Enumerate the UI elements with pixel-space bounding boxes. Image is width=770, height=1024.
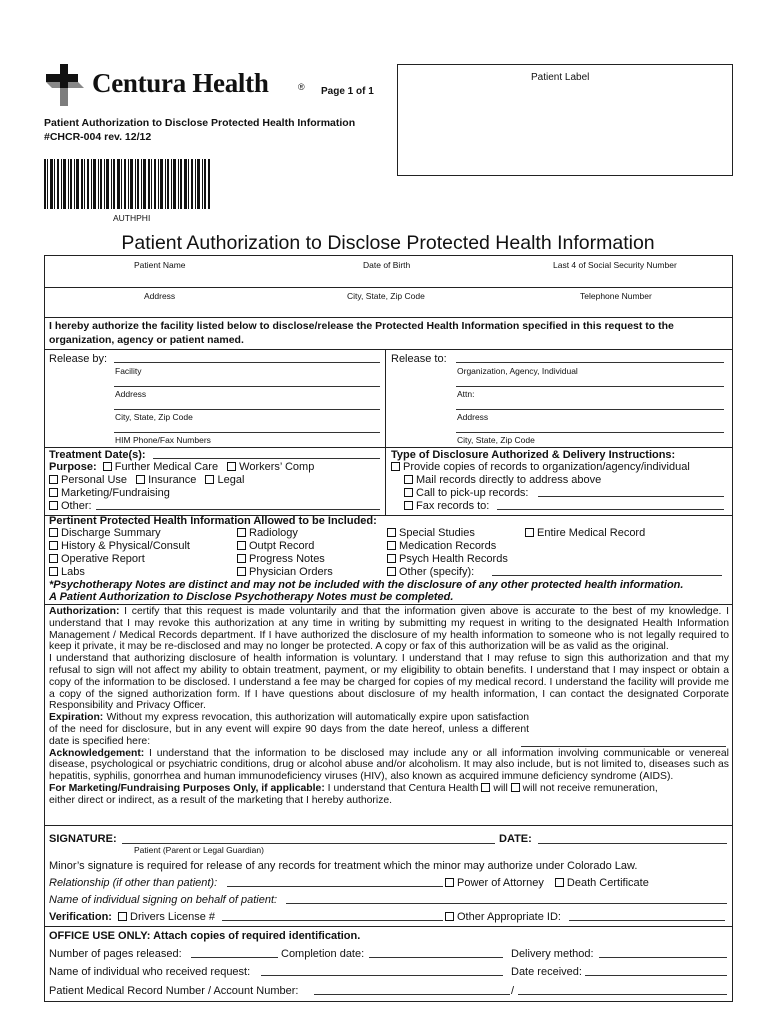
rb-phone-label: HIM Phone/Fax Numbers — [115, 435, 211, 445]
fax-label: Fax records to: — [416, 500, 490, 512]
phi-item-label: Other (specify): — [399, 566, 475, 578]
phi-checkbox[interactable] — [49, 541, 58, 550]
other-purpose-label: Other: — [61, 500, 92, 512]
provide-copies-label: Provide copies of records to organization/agency/individual — [403, 461, 690, 473]
mail-checkbox[interactable] — [404, 475, 413, 484]
signature-sublabel: Patient (Parent or Legal Guardian) — [134, 845, 264, 855]
relationship-line[interactable] — [227, 886, 443, 887]
mrn-slash: / — [511, 985, 515, 997]
phi-item — [49, 553, 190, 566]
patient-label-box — [397, 64, 733, 176]
marketing-label: Marketing/Fundraising — [61, 487, 170, 499]
phi-item-label: Labs — [61, 566, 85, 578]
completion-date-line[interactable] — [369, 957, 503, 958]
divider — [44, 447, 733, 448]
drivers-license-label: Drivers License # — [130, 911, 216, 923]
facility-line[interactable] — [114, 362, 380, 363]
ssn-label: Last 4 of Social Security Number — [553, 260, 677, 270]
city-label: City, State, Zip Code — [347, 291, 425, 301]
phi-item — [387, 553, 508, 566]
legal-label: Legal — [217, 474, 245, 486]
phi-checkbox[interactable] — [49, 554, 58, 563]
phi-checkbox[interactable] — [387, 528, 396, 537]
expiration-paragraph — [49, 712, 729, 747]
phi-item — [49, 527, 190, 540]
treatment-dates-line[interactable] — [153, 458, 380, 459]
drivers-license-line[interactable] — [222, 920, 443, 921]
rb-address-label: Address — [115, 389, 147, 399]
relationship-row — [49, 877, 217, 889]
logo-cross-icon — [44, 64, 88, 108]
date-label: DATE: — [499, 833, 532, 845]
address-field[interactable] — [45, 301, 315, 317]
psych-note-1: *Psychotherapy Notes are distinct and may not be included with the disclosure of any other protected health information. — [49, 579, 684, 591]
ssn-field[interactable] — [507, 270, 732, 287]
mail-row — [404, 474, 601, 486]
phi-other-line[interactable] — [492, 575, 722, 576]
signature-label: SIGNATURE: — [49, 833, 117, 845]
will-label: will — [493, 782, 508, 794]
rt-address-line[interactable] — [456, 432, 724, 433]
divider — [44, 349, 733, 350]
phi-col4 — [525, 527, 645, 540]
provide-copies-checkbox[interactable] — [391, 462, 400, 471]
phi-checkbox[interactable] — [387, 541, 396, 550]
mail-label: Mail records directly to address above — [416, 474, 602, 486]
mrn-line[interactable] — [314, 994, 510, 995]
phi-item-label: Special Studies — [399, 527, 475, 539]
other-id-label: Other Appropriate ID: — [457, 911, 561, 923]
phi-item — [237, 540, 333, 553]
divider — [44, 287, 733, 288]
other-id-row — [445, 911, 561, 923]
expiration-text: Without my express revocation, this authorization will automatically expire upon satisfaction of the need for disclosure, but in any event will expire 90 days from the date hereof, unless a different date is specified here: — [49, 712, 529, 747]
rb-address-line[interactable] — [114, 386, 380, 387]
form-code: #CHCR-004 rev. 12/12 — [44, 131, 152, 143]
personal-use-checkbox[interactable] — [49, 475, 58, 484]
fax-row — [404, 500, 489, 512]
other-id-checkbox[interactable] — [445, 912, 454, 921]
phi-item — [237, 527, 333, 540]
marketing-text: I understand that Centura Health — [324, 782, 482, 794]
date-received-line[interactable] — [585, 975, 727, 976]
provide-copies-row — [391, 461, 690, 473]
death-cert-checkbox[interactable] — [555, 878, 564, 887]
phi-checkbox[interactable] — [387, 554, 396, 563]
rt-attn-line[interactable] — [456, 409, 724, 410]
further-medical-checkbox[interactable] — [103, 462, 112, 471]
further-medical-label: Further Medical Care — [114, 461, 219, 473]
name-signing-line[interactable] — [286, 903, 727, 904]
divider — [44, 604, 733, 605]
pages-released-line[interactable] — [191, 957, 278, 958]
date-received-label: Date received: — [511, 966, 582, 978]
delivery-method-label: Delivery method: — [511, 948, 594, 960]
org-label: Organization, Agency, Individual — [457, 366, 578, 376]
legal-text-block — [49, 606, 729, 807]
other-id-line[interactable] — [569, 920, 725, 921]
workers-comp-checkbox[interactable] — [227, 462, 236, 471]
account-line[interactable] — [518, 994, 727, 995]
psych-note-2: A Patient Authorization to Disclose Psychotherapy Notes must be completed. — [49, 591, 454, 603]
city-field[interactable] — [316, 301, 506, 317]
patient-name-label: Patient Name — [134, 260, 186, 270]
address-label: Address — [144, 291, 176, 301]
expiration-date-line[interactable] — [521, 746, 726, 747]
disclosure-title: Type of Disclosure Authorized & Delivery Instructions: — [391, 449, 676, 461]
authorization-text: I certify that this request is made voluntarily and that the information given above is accurate to the best of my knowledge. I understand that I may revoke this authorization at any time in writing by submitting my request in writing to the designated Health Information Management / Medical Records department. If I have authorized the disclosure of my health information to someone who is not legally required to keep it private, it may be re-disclosed and may no longer be protected. A copy or fax of this authorization will be as valid as the original. — [49, 606, 729, 653]
received-name-label: Name of individual who received request: — [49, 966, 251, 978]
phi-item-label: Physician Orders — [249, 566, 333, 578]
phi-checkbox[interactable] — [237, 567, 246, 576]
patient-label-text: Patient Label — [531, 72, 590, 83]
minor-text: Minor’s signature is required for release of any records for treatment which the minor may authorize under Colorado Law. — [49, 860, 638, 872]
office-title: OFFICE USE ONLY: Attach copies of required identification. — [49, 930, 361, 942]
purpose-label: Purpose: — [49, 461, 97, 473]
phi-col3 — [387, 527, 508, 579]
acknowledgement-text: I understand that the information to be disclosed may include any or all information involving communicable or venereal disease, psychological or psychiatric conditions, drug or alcohol abuse and/or alcoholism. It may also include, but is not limited to, diseases such as hepatitis, syphilis, gonorrhea and human immunodeficiency viruses (HIV), also known as acquired immune deficiency syndrome (AIDS). — [49, 747, 729, 783]
phone-field[interactable] — [507, 301, 732, 317]
insurance-label: Insurance — [148, 474, 197, 486]
will-not-checkbox[interactable] — [511, 783, 520, 792]
dob-label: Date of Birth — [363, 260, 411, 270]
phi-checkbox[interactable] — [525, 528, 534, 537]
barcode — [44, 159, 210, 209]
phi-item-label: Psych Health Records — [399, 553, 508, 565]
date-line[interactable] — [538, 843, 727, 844]
delivery-method-line[interactable] — [599, 957, 727, 958]
release-by-label: Release by: — [49, 353, 108, 365]
authorization-label: Authorization: — [49, 606, 120, 617]
phi-checkbox[interactable] — [387, 567, 396, 576]
facility-label: Facility — [115, 366, 142, 376]
phone-label: Telephone Number — [580, 291, 652, 301]
personal-use-label: Personal Use — [61, 474, 128, 486]
logo-registered: ® — [298, 82, 305, 92]
phi-item-label: Progress Notes — [249, 553, 325, 565]
page-label: Page 1 of 1 — [321, 86, 374, 97]
logo — [44, 64, 314, 108]
purpose-row-4 — [49, 500, 92, 512]
purpose-row — [49, 461, 314, 473]
rb-city-label: City, State, Zip Code — [115, 412, 193, 422]
phi-item-label: Entire Medical Record — [537, 527, 646, 539]
poa-checkbox[interactable] — [445, 878, 454, 887]
rt-city-label: City, State, Zip Code — [457, 435, 535, 445]
received-name-line[interactable] — [261, 975, 503, 976]
authorization-paragraph — [49, 606, 729, 653]
phi-item — [525, 527, 645, 540]
mrn-label: Patient Medical Record Number / Account Number: — [49, 985, 299, 997]
barcode-text: AUTHPHI — [113, 213, 151, 223]
phi-checkbox[interactable] — [49, 567, 58, 576]
phi-item — [49, 540, 190, 553]
divider — [44, 825, 733, 826]
other-purpose-line[interactable] — [96, 509, 380, 510]
completion-date-label: Completion date: — [281, 948, 365, 960]
phi-checkbox[interactable] — [237, 528, 246, 537]
rb-phone-line[interactable] — [114, 432, 380, 433]
patient-name-field[interactable] — [45, 270, 315, 287]
phi-checkbox[interactable] — [49, 528, 58, 537]
other-purpose-checkbox[interactable] — [49, 501, 58, 510]
death-cert-label: Death Certificate — [566, 877, 649, 889]
treatment-dates-label: Treatment Date(s): — [49, 449, 146, 461]
will-not-label: will not — [522, 782, 555, 794]
fax-line[interactable] — [497, 509, 724, 510]
phi-item — [49, 566, 190, 579]
logo-text: Centura Health — [92, 68, 269, 98]
phi-item — [237, 566, 333, 579]
release-to-label: Release to: — [391, 353, 447, 365]
phi-col1 — [49, 527, 190, 579]
rb-city-line[interactable] — [114, 409, 380, 410]
phi-item — [387, 566, 508, 579]
workers-comp-label: Workers’ Comp — [239, 461, 315, 473]
acknowledgement-paragraph — [49, 748, 729, 783]
verification-row — [49, 911, 215, 923]
call-label: Call to pick-up records: — [416, 487, 529, 499]
phi-item-label: Medication Records — [399, 540, 497, 552]
divider — [44, 926, 733, 927]
phi-checkbox[interactable] — [237, 541, 246, 550]
form-title-small: Patient Authorization to Disclose Protected Health Information — [44, 117, 356, 129]
column-divider — [385, 349, 386, 515]
dob-field[interactable] — [316, 270, 506, 287]
purpose-row-3 — [49, 487, 170, 499]
marketing-checkbox[interactable] — [49, 488, 58, 497]
signature-line[interactable] — [122, 843, 495, 844]
phi-item-label: Outpt Record — [249, 540, 315, 552]
acknowledgement-label: Acknowledgement: — [49, 747, 145, 759]
marketing-text-2: receive remuneration, — [554, 782, 658, 794]
phi-item-label: Operative Report — [61, 553, 145, 565]
insurance-checkbox[interactable] — [136, 475, 145, 484]
expiration-label: Expiration: — [49, 712, 104, 724]
rt-address-label: Address — [457, 412, 489, 422]
phi-col2 — [237, 527, 333, 579]
main-title: Patient Authorization to Disclose Protected Health Information — [121, 232, 655, 254]
phi-item-label: Radiology — [249, 527, 298, 539]
phi-item — [387, 540, 508, 553]
drivers-license-checkbox[interactable] — [118, 912, 127, 921]
poa-label: Power of Attorney — [457, 877, 544, 889]
pages-released-label: Number of pages released: — [49, 948, 182, 960]
phi-item — [387, 527, 508, 540]
marketing-label: For Marketing/Fundraising Purposes Only, if applicable: — [49, 782, 325, 794]
purpose-row-2 — [49, 474, 244, 486]
call-line[interactable] — [538, 496, 724, 497]
will-checkbox[interactable] — [481, 783, 490, 792]
phi-item-label: History & Physical/Consult — [61, 540, 190, 552]
call-checkbox[interactable] — [404, 488, 413, 497]
rt-org2-line[interactable] — [456, 386, 724, 387]
name-signing-label: Name of individual signing on behalf of patient: — [49, 894, 278, 906]
authorize-statement: I hereby authorize the facility listed below to disclose/release the Protected Health Information specified in this request to the organization, agency or patient named. — [49, 320, 674, 346]
call-row — [404, 487, 529, 499]
phi-item — [237, 553, 333, 566]
poa-row — [445, 877, 649, 889]
org-line[interactable] — [456, 362, 724, 363]
marketing-paragraph — [49, 783, 729, 795]
attn-label: Attn: — [457, 389, 475, 399]
relationship-label: Relationship (if other than patient): — [49, 877, 218, 889]
divider — [44, 317, 733, 318]
voluntary-paragraph: I understand that authorizing disclosure of health information is voluntary. I understand that I may refuse to sign this authorization and that my refusal to sign will not affect my ability to obtain treatment, payment, or my eligibility to obtain benefits. I understand that I may inspect or obtain a copy of the information to be disclosed. I understand a fee may be charged for copies of my medical record. I understand the facility will provide me a copy of the signed authorization form. If I have questions about disclosure of my health information, I can contact the designated Corporate Responsibility and Privacy Officer. — [49, 653, 729, 712]
phi-checkbox[interactable] — [237, 554, 246, 563]
phi-title: Pertinent Protected Health Information Allowed to be Included: — [49, 515, 377, 527]
legal-checkbox[interactable] — [205, 475, 214, 484]
marketing-paragraph-2: either direct or indirect, as a result of the marketing that I hereby authorize. — [49, 794, 393, 806]
verification-label: Verification: — [49, 911, 112, 923]
phi-item-label: Discharge Summary — [61, 527, 161, 539]
fax-checkbox[interactable] — [404, 501, 413, 510]
